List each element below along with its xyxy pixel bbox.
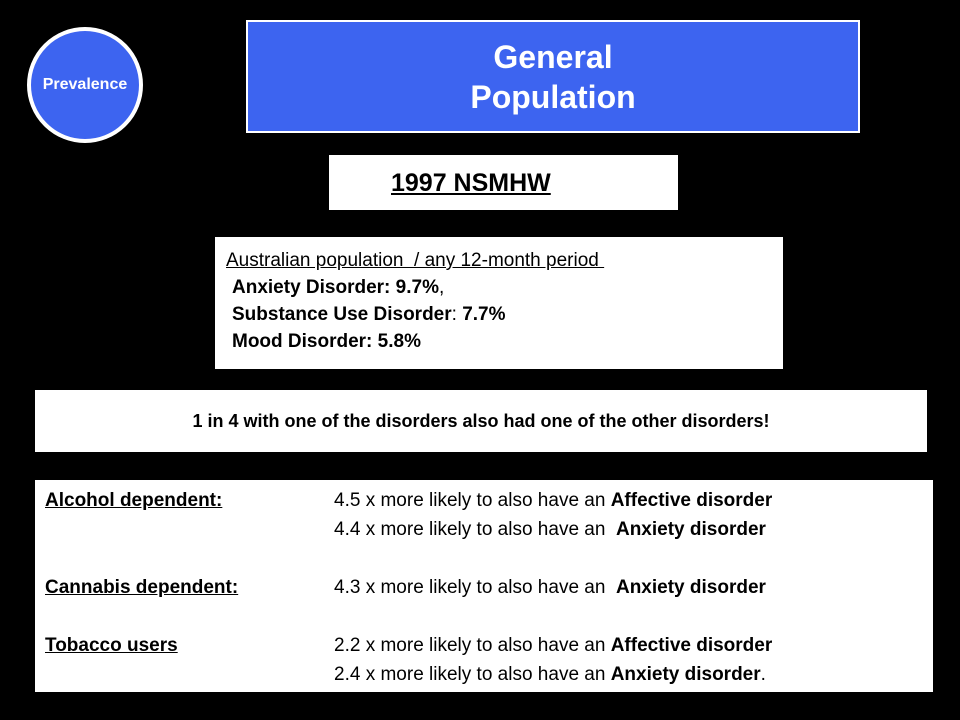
disorder-value: 9.7%: [395, 277, 439, 298]
group-label-empty: [45, 660, 334, 689]
likelihood-text: [334, 631, 772, 660]
likelihood-prefix: 2.4 x more likely to also have an: [334, 664, 611, 685]
comorbidity-text: 1 in 4 with one of the disorders also had one of the other disorders!: [192, 410, 770, 431]
likelihood-box: [35, 480, 933, 692]
prevalence-badge-label: Prevalence: [42, 76, 128, 93]
prevalence-badge: [27, 27, 143, 143]
row-gap: [45, 544, 933, 573]
disorder-value: 5.8%: [377, 331, 421, 352]
row-gap: [45, 602, 933, 631]
likelihood-prefix: 2.2 x more likely to also have an: [334, 635, 611, 656]
likelihood-text: [334, 486, 772, 515]
disorder-value: 7.7%: [462, 304, 506, 325]
likelihood-row: [45, 486, 933, 515]
likelihood-disorder: Anxiety disorder: [610, 664, 761, 685]
likelihood-suffix: .: [760, 664, 766, 685]
title-line-1: General: [493, 38, 613, 75]
prevalence-box: [215, 237, 783, 369]
prevalence-row-mood: [226, 328, 783, 355]
group-label-tobacco: Tobacco users: [45, 635, 178, 656]
disorder-name: Anxiety Disorder:: [232, 277, 391, 298]
group-label-empty: [45, 515, 334, 544]
title-banner: [246, 20, 860, 133]
survey-label: 1997 NSMHW: [391, 169, 551, 197]
likelihood-row: [45, 515, 933, 544]
likelihood-row: [45, 573, 933, 602]
survey-label-box: [329, 155, 678, 210]
disorder-name: Substance Use Disorder: [232, 304, 452, 325]
likelihood-prefix: 4.3 x more likely to also have an: [334, 577, 616, 598]
likelihood-disorder: Anxiety disorder: [615, 577, 766, 598]
likelihood-disorder: Affective disorder: [610, 490, 773, 511]
group-label-alcohol: Alcohol dependent:: [45, 490, 223, 511]
prevalence-header: Australian population / any 12-month period: [226, 250, 605, 271]
disorder-suffix: ,: [438, 277, 445, 298]
likelihood-disorder: Anxiety disorder: [615, 519, 766, 540]
likelihood-row: [45, 660, 933, 689]
prevalence-row-substance: [226, 301, 783, 328]
likelihood-text: [334, 660, 766, 689]
disorder-name: Mood Disorder:: [232, 331, 373, 352]
likelihood-text: [334, 515, 766, 544]
likelihood-text: [334, 573, 766, 602]
likelihood-prefix: 4.5 x more likely to also have an: [334, 490, 611, 511]
prevalence-row-anxiety: [226, 274, 783, 301]
likelihood-row: [45, 631, 933, 660]
comorbidity-box: [35, 390, 927, 452]
group-label-cannabis: Cannabis dependent:: [45, 577, 239, 598]
likelihood-prefix: 4.4 x more likely to also have an: [334, 519, 616, 540]
disorder-colon: :: [451, 304, 457, 325]
title-line-2: Population: [470, 78, 636, 115]
likelihood-disorder: Affective disorder: [610, 635, 773, 656]
